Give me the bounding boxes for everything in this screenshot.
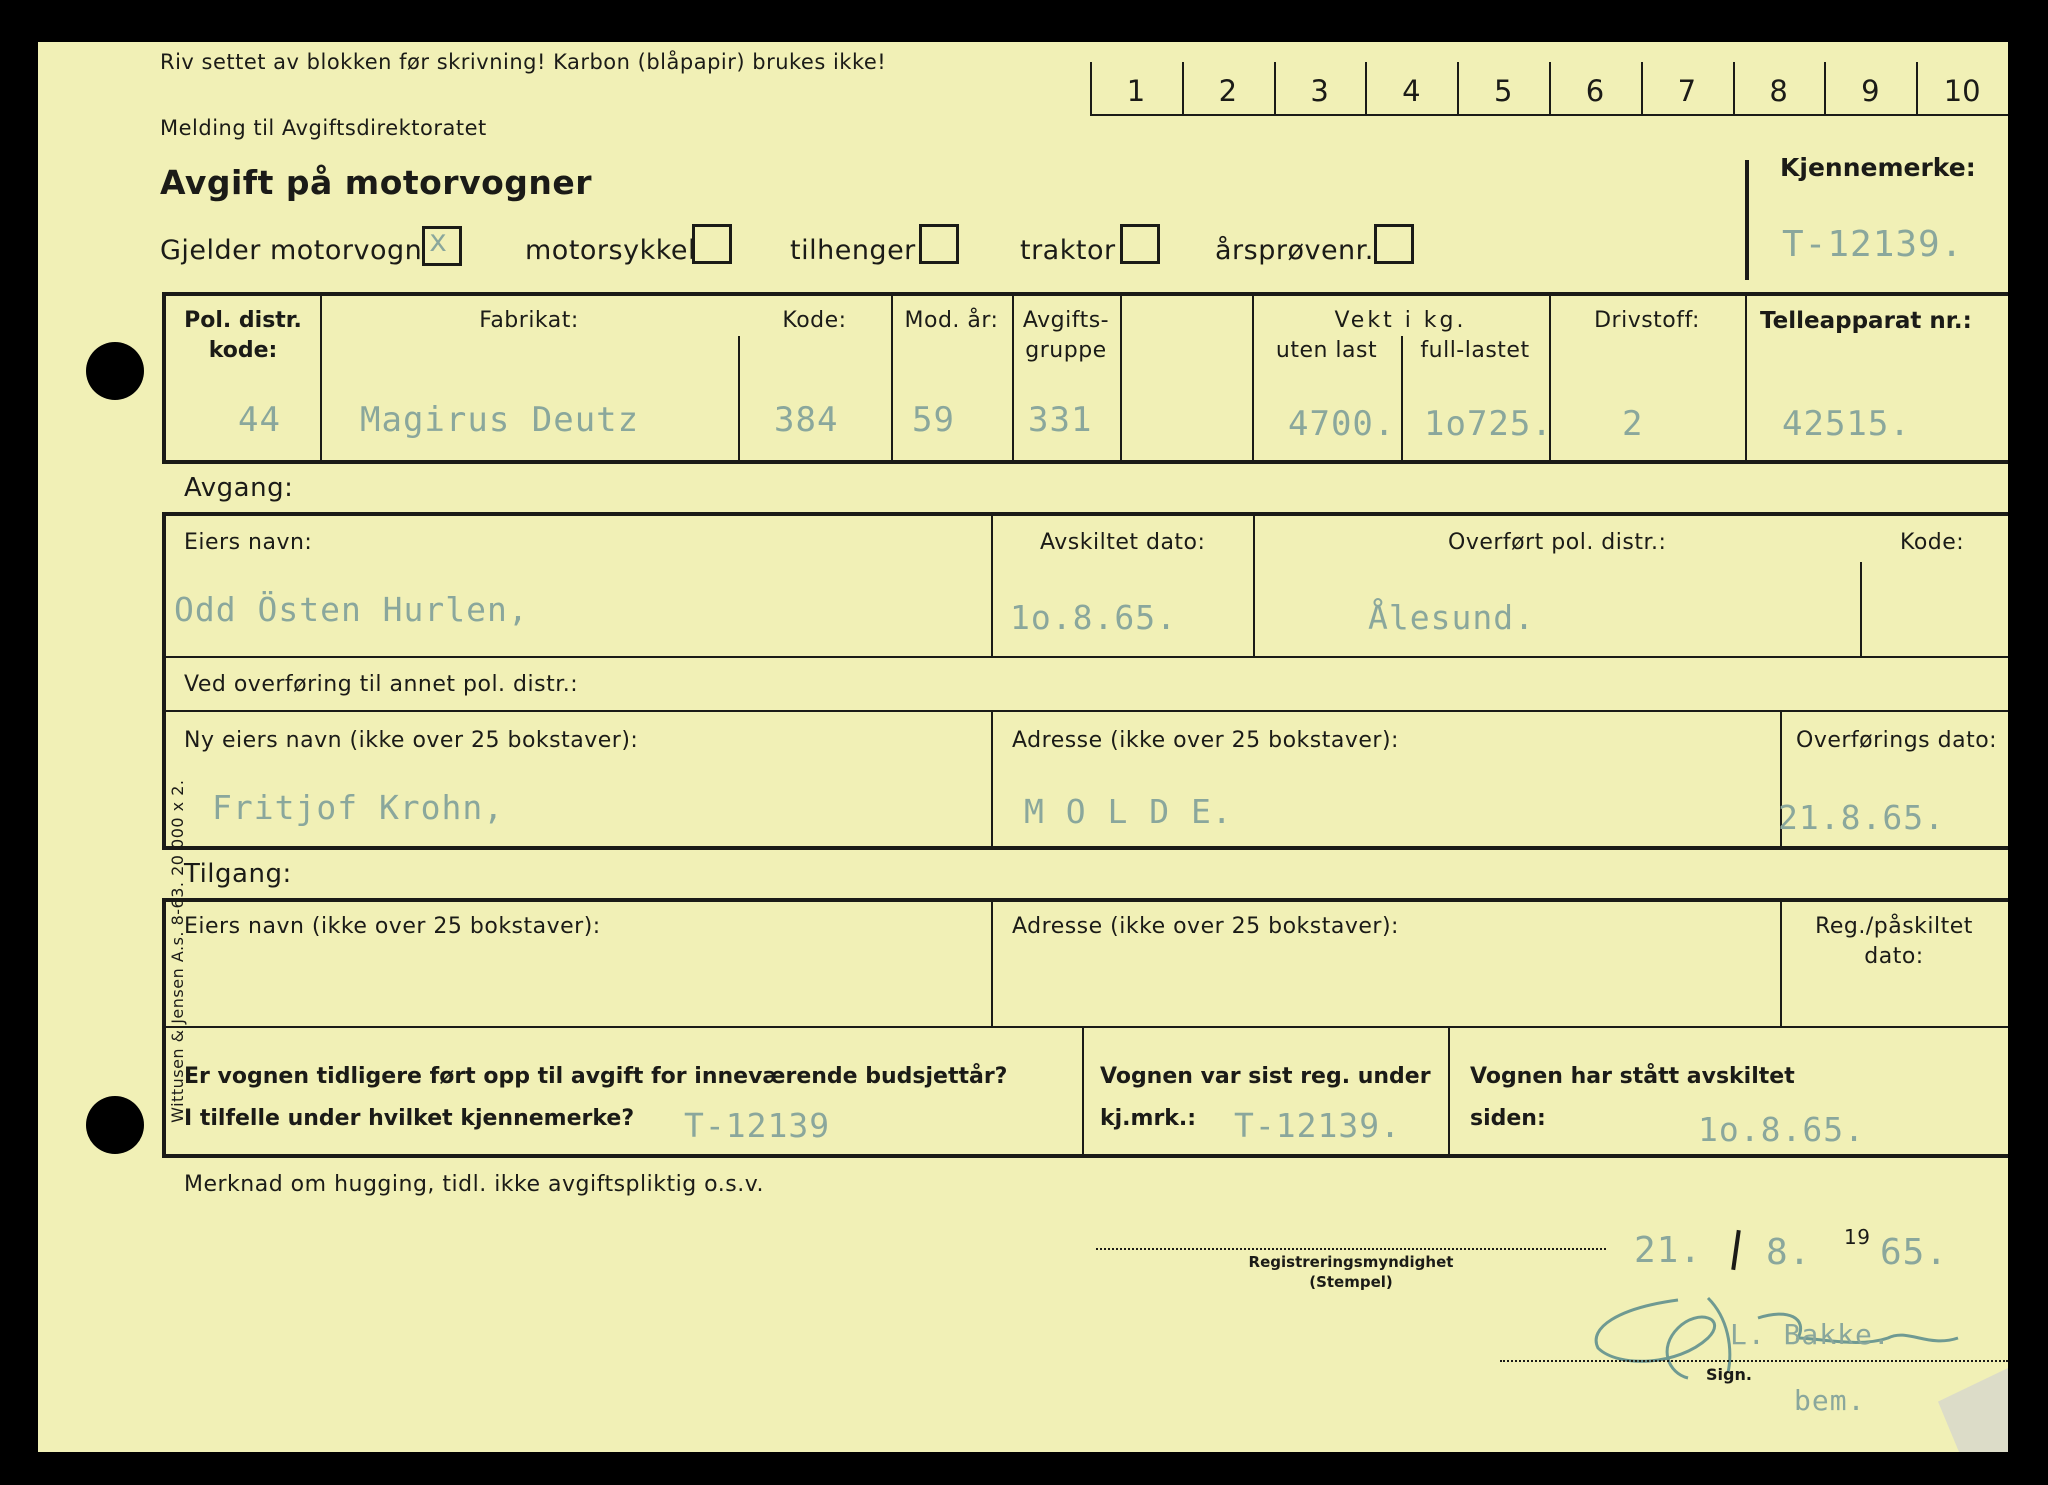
vehicle-table-left <box>162 292 166 464</box>
eiers-navn-value: Odd Östen Hurlen, <box>174 590 529 629</box>
avgang-divider <box>162 656 2008 658</box>
number-cell: 6 <box>1585 74 1605 108</box>
melding-text: Melding til Avgiftsdirektoratet <box>160 116 487 140</box>
gjelder-label: Gjelder motorvogn <box>160 235 423 266</box>
punch-hole-bottom <box>86 1096 144 1154</box>
overforings-dato-value: 21.8.65. <box>1778 798 1945 837</box>
number-divider <box>1549 62 1551 116</box>
col-divider <box>1448 1026 1450 1154</box>
uten-last-header: uten last <box>1275 338 1378 363</box>
arsprovenr-checkbox[interactable] <box>1374 224 1414 264</box>
number-divider <box>1916 62 1918 116</box>
number-divider <box>1090 62 1092 116</box>
kode-header: Kode: <box>782 308 847 333</box>
traktor-checkbox[interactable] <box>1120 224 1160 264</box>
sist-reg-label-1: Vognen var sist reg. under <box>1100 1064 1431 1089</box>
merknad-label: Merknad om hugging, tidl. ikke avgiftspliktig o.s.v. <box>184 1172 765 1197</box>
drivstoff-header: Drivstoff: <box>1594 308 1700 333</box>
fabrikat-header: Fabrikat: <box>479 308 579 333</box>
vekt-header: Vekt i kg. <box>1334 308 1467 333</box>
tilgang-top <box>162 898 2008 902</box>
form-title: Avgift på motorvogner <box>160 163 593 202</box>
form-bottom <box>162 1154 2008 1158</box>
motorsykkel-label: motorsykkel <box>525 235 696 266</box>
number-divider <box>1457 62 1459 116</box>
col-divider <box>1745 292 1747 462</box>
printer-text: Wittusen & Jensen A.s. 8-63. 20 000 x 2. <box>167 779 187 1123</box>
reg-label-2: dato: <box>1864 944 1924 969</box>
col-divider <box>991 710 993 846</box>
arsprovenr-label: årsprøvenr. <box>1215 235 1374 266</box>
instruction-text: Riv settet av blokken før skrivning! Karbon (blåpapir) brukes ikke! <box>160 50 887 74</box>
overforing-divider <box>162 710 2008 712</box>
col-divider <box>1860 562 1862 656</box>
avgang-top <box>162 512 2008 516</box>
number-divider <box>1274 62 1276 116</box>
telleapparat-value: 42515. <box>1782 404 1911 444</box>
traktor-label: traktor <box>1020 235 1116 266</box>
motorsykkel-checkbox[interactable] <box>692 224 732 264</box>
number-cell: 10 <box>1943 74 1981 108</box>
kjennemerke-label: Kjennemerke: <box>1780 153 1976 182</box>
pol-kode-header: kode: <box>208 338 278 363</box>
date-month: 8. <box>1766 1232 1812 1273</box>
date-year: 65. <box>1880 1232 1949 1273</box>
pol-distr-header: Pol. distr. <box>184 308 302 333</box>
number-cell: 8 <box>1769 74 1788 108</box>
kjennemerke-value: T-12139. <box>1782 224 1964 265</box>
avskiltet-siden-value: 1o.8.65. <box>1698 1110 1865 1149</box>
kjennemerke-divider <box>1745 160 1749 280</box>
avskiltet-value: 1o.8.65. <box>1010 598 1177 637</box>
number-divider <box>1824 62 1826 116</box>
punch-hole-top <box>86 342 144 400</box>
number-divider <box>1182 62 1184 116</box>
full-lastet-header: full-lastet <box>1420 338 1530 363</box>
ny-eier-value: Fritjof Krohn, <box>212 788 505 827</box>
avgang-left <box>162 512 166 848</box>
date-century: 19 <box>1844 1225 1871 1249</box>
question-2: I tilfelle under hvilket kjennemerke? <box>184 1106 635 1131</box>
tilgang-heading: Tilgang: <box>184 859 292 889</box>
sist-reg-value: T-12139. <box>1234 1106 1401 1145</box>
kode-value: 384 <box>774 400 839 440</box>
signature-text: L. Bakke. <box>1730 1318 1891 1351</box>
col-divider <box>991 512 993 658</box>
motorvogn-mark: x <box>429 224 449 259</box>
overfort-value: Ålesund. <box>1368 598 1535 637</box>
number-divider <box>1733 62 1735 116</box>
uten-last-value: 4700. <box>1288 404 1396 444</box>
tilhenger-label: tilhenger <box>790 235 916 266</box>
telleapparat-header: Telleapparat nr.: <box>1760 308 1972 334</box>
number-cell: 7 <box>1677 74 1697 108</box>
number-cell: 5 <box>1493 74 1513 108</box>
sign-label: Sign. <box>1706 1365 1752 1384</box>
reg-myndighet-label: Registreringsmyndighet <box>1248 1253 1454 1271</box>
question-1: Er vognen tidligere ført opp til avgift for inneværende budsjettår? <box>184 1064 1008 1089</box>
col-divider <box>1253 512 1255 658</box>
ny-adresse-value: M O L D E. <box>1024 792 1233 831</box>
col-divider <box>1120 292 1122 462</box>
date-day: 21. <box>1634 1230 1703 1271</box>
ny-adresse-label: Adresse (ikke over 25 bokstaver): <box>1012 728 1399 753</box>
col-divider <box>1082 1026 1084 1154</box>
sist-reg-label-2: kj.mrk.: <box>1100 1106 1197 1131</box>
avgang-heading: Avgang: <box>184 473 294 503</box>
bem-text: bem. <box>1794 1384 1866 1417</box>
avskiltet-siden-label-2: siden: <box>1470 1106 1546 1131</box>
avskiltet-siden-label-1: Vognen har stått avskiltet <box>1470 1064 1795 1089</box>
overfort-label: Overført pol. distr.: <box>1448 530 1667 555</box>
motorvogn-checkbox[interactable] <box>422 226 462 266</box>
mod-header: Mod. år: <box>904 308 999 333</box>
mod-ar-value: 59 <box>912 400 955 440</box>
reg-label-1: Reg./påskiltet <box>1815 914 1973 939</box>
full-lastet-value: 1o725. <box>1424 404 1553 444</box>
avgiftsgruppe-value: 331 <box>1028 400 1093 440</box>
number-cell: 3 <box>1310 74 1329 108</box>
number-cell: 9 <box>1861 74 1880 108</box>
drivstoff-value: 2 <box>1622 404 1644 444</box>
number-divider <box>1365 62 1367 116</box>
tilgang-eiers-navn-label: Eiers navn (ikke over 25 bokstaver): <box>184 914 601 939</box>
tilgang-adresse-label: Adresse (ikke over 25 bokstaver): <box>1012 914 1399 939</box>
avgift-header-1: Avgifts- <box>1022 308 1110 333</box>
question-2-value: T-12139 <box>684 1106 831 1145</box>
number-cell: 2 <box>1218 74 1238 108</box>
stempel-line <box>1096 1248 1606 1250</box>
vehicle-table-bottom <box>162 460 2008 464</box>
kode-label: Kode: <box>1900 530 1965 555</box>
tilgang-divider <box>162 1026 2008 1028</box>
form-sheet <box>38 42 2008 1452</box>
col-divider <box>991 898 993 1026</box>
ny-eier-label: Ny eiers navn (ikke over 25 bokstaver): <box>184 728 639 753</box>
vehicle-table-top <box>162 292 2008 296</box>
number-cell: 4 <box>1402 74 1421 108</box>
avskiltet-label: Avskiltet dato: <box>1040 530 1206 555</box>
pol-distr-value: 44 <box>238 400 281 440</box>
number-divider <box>1641 62 1643 116</box>
date-slash <box>1731 1230 1741 1270</box>
overforings-dato-label: Overførings dato: <box>1796 728 1998 753</box>
fabrikat-value: Magirus Deutz <box>360 400 640 440</box>
col-divider <box>738 336 740 462</box>
overforing-heading: Ved overføring til annet pol. distr.: <box>184 672 579 697</box>
tilhenger-checkbox[interactable] <box>919 224 959 264</box>
stempel-label: (Stempel) <box>1309 1273 1393 1291</box>
avgang-bottom <box>162 846 2008 850</box>
eiers-navn-label: Eiers navn: <box>184 530 313 555</box>
sign-line <box>1500 1360 2008 1362</box>
number-cell: 1 <box>1126 74 1146 108</box>
avgift-header-2: gruppe <box>1025 338 1107 363</box>
